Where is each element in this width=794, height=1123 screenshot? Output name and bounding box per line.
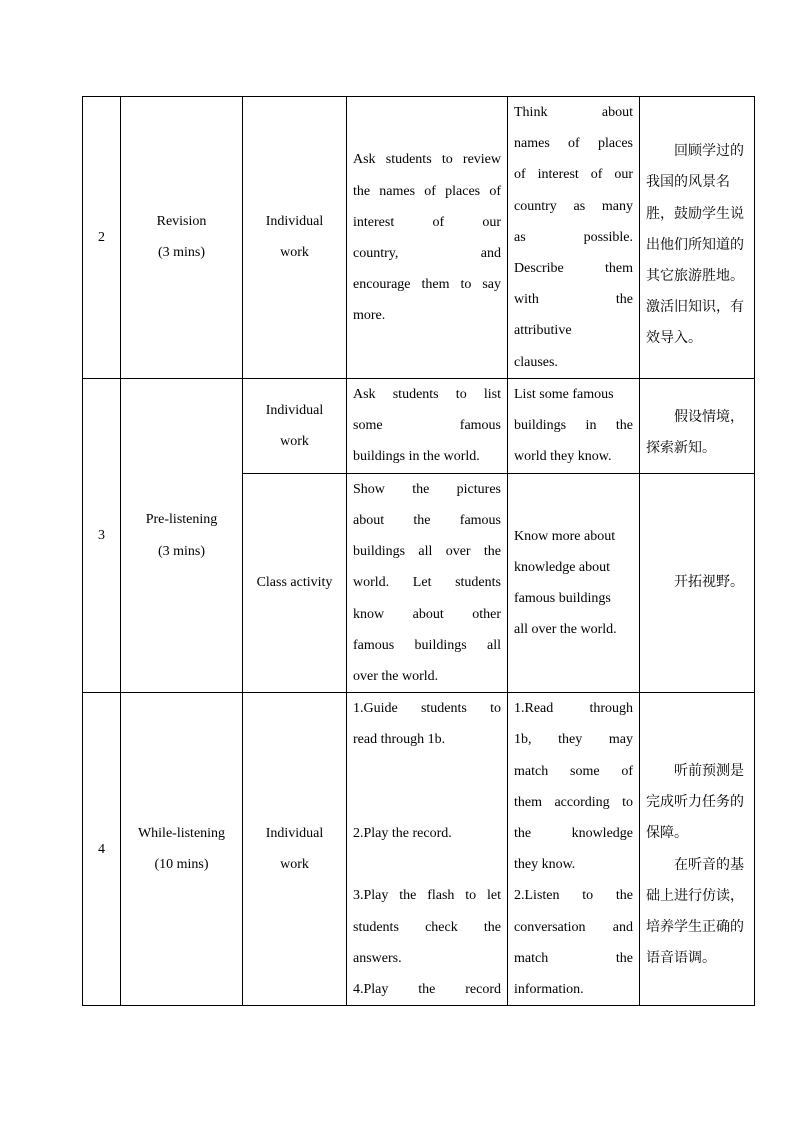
student-line: famous buildings	[514, 591, 611, 607]
student-line: 2.Listen to the	[514, 888, 633, 904]
teacher-line: encourage them to say	[353, 277, 501, 293]
student-line: conversation and	[514, 919, 633, 935]
student-line: them according to	[514, 794, 633, 810]
teacher-line: world. Let students	[353, 575, 501, 591]
student-line: information.	[514, 982, 584, 998]
purpose-cell	[640, 473, 755, 692]
teacher-line: Show the pictures	[353, 481, 501, 497]
lesson-plan-table	[82, 96, 755, 1006]
mode-line: Individual	[265, 402, 324, 418]
mode-line: Individual	[265, 826, 324, 842]
teacher-line: some famous	[353, 418, 501, 434]
student-line: country as many	[514, 198, 633, 214]
student-activity-cell	[508, 693, 640, 1006]
student-line: they know.	[514, 857, 576, 873]
student-line: match some of	[514, 763, 633, 779]
teacher-line: Ask students to list	[353, 387, 501, 403]
purpose-cell	[640, 693, 755, 1006]
stage-name: While-listening	[137, 826, 226, 842]
teacher-line: more.	[353, 308, 386, 324]
stage-name: Pre-listening	[145, 512, 218, 528]
teacher-line: Ask students to review	[353, 152, 501, 168]
step-number: 3	[83, 378, 121, 692]
teacher-line: know about other	[353, 606, 501, 622]
teacher-line: 2.Play the record.	[353, 826, 452, 842]
stage-cell	[121, 693, 243, 1006]
student-line: buildings in the	[514, 418, 633, 434]
teacher-line: 3.Play the flash to let	[353, 888, 501, 904]
teacher-line: interest of our	[353, 214, 501, 230]
student-line: Know more about	[514, 528, 616, 544]
student-line: knowledge about	[514, 559, 611, 575]
purpose-text: 在听音的基础上进行仿读，培养学生正确的语音语调。	[646, 856, 744, 967]
mode-line: Class activity	[256, 575, 333, 591]
mode-line: work	[280, 245, 309, 261]
stage-cell	[121, 378, 243, 692]
purpose-text: 回顾学过的我国的风景名胜，鼓励学生说出他们所知道的其它旅游胜地。激活旧知识，有效导入。	[646, 143, 744, 347]
purpose-text: 听前预测是完成听力任务的保障。	[646, 763, 744, 842]
step-number: 2	[83, 97, 121, 379]
teacher-line: answers.	[353, 950, 402, 966]
purpose-cell	[640, 378, 755, 473]
mode-line: work	[280, 433, 309, 449]
student-line: all over the world.	[514, 622, 617, 638]
teacher-line: buildings in the world.	[353, 449, 480, 465]
mode-cell	[243, 693, 347, 1006]
mode-cell	[243, 473, 347, 692]
mode-line: Individual	[265, 214, 324, 230]
student-line: Think about	[514, 105, 633, 120]
student-line: attributive	[514, 323, 572, 339]
teacher-activity-cell	[347, 378, 508, 473]
teacher-line: 1.Guide students to	[353, 701, 501, 717]
teacher-activity-cell	[347, 473, 508, 692]
mode-cell	[243, 378, 347, 473]
mode-cell	[243, 97, 347, 379]
teacher-line: the names of places of	[353, 183, 501, 199]
purpose-text: 开拓视野。	[674, 574, 744, 591]
stage-time: (3 mins)	[157, 543, 206, 559]
teacher-line: famous buildings all	[353, 637, 501, 653]
student-line: List some famous	[514, 387, 614, 403]
table-row-step-4	[83, 693, 755, 1006]
teacher-line: students check the	[353, 919, 501, 935]
student-line: as possible.	[514, 229, 633, 245]
teacher-activity-cell	[347, 97, 508, 379]
student-line: match the	[514, 950, 633, 966]
mode-line: work	[280, 857, 309, 873]
teacher-line: buildings all over the	[353, 544, 501, 560]
teacher-line: read through 1b.	[353, 732, 446, 748]
student-activity-cell	[508, 473, 640, 692]
student-line: the knowledge	[514, 826, 633, 842]
student-line: 1b, they may	[514, 732, 633, 748]
student-line: of interest of our	[514, 167, 633, 183]
purpose-cell	[640, 97, 755, 379]
teacher-line	[353, 787, 501, 818]
student-activity-cell	[508, 97, 640, 379]
teacher-line: 4.Play the record	[353, 982, 501, 998]
student-line: with the	[514, 292, 633, 308]
student-line: names of places	[514, 136, 633, 152]
student-line: clauses.	[514, 354, 558, 370]
teacher-line	[353, 849, 501, 880]
stage-cell	[121, 97, 243, 379]
teacher-line: country, and	[353, 245, 501, 261]
stage-time: (10 mins)	[154, 857, 209, 873]
table-row-step-3a	[83, 378, 755, 473]
teacher-activity-cell	[347, 693, 508, 1006]
student-line: 1.Read through	[514, 701, 633, 717]
stage-name: Revision	[156, 214, 207, 230]
stage-time: (3 mins)	[157, 245, 206, 261]
step-number: 4	[83, 693, 121, 1006]
student-line: Describe them	[514, 261, 633, 277]
teacher-line: about the famous	[353, 513, 501, 529]
purpose-text: 假设情境，探索新知。	[646, 408, 744, 456]
teacher-line: over the world.	[353, 669, 439, 685]
teacher-line	[353, 756, 501, 787]
student-line: world they know.	[514, 449, 612, 465]
table-row-step-2	[83, 97, 755, 379]
student-activity-cell	[508, 378, 640, 473]
